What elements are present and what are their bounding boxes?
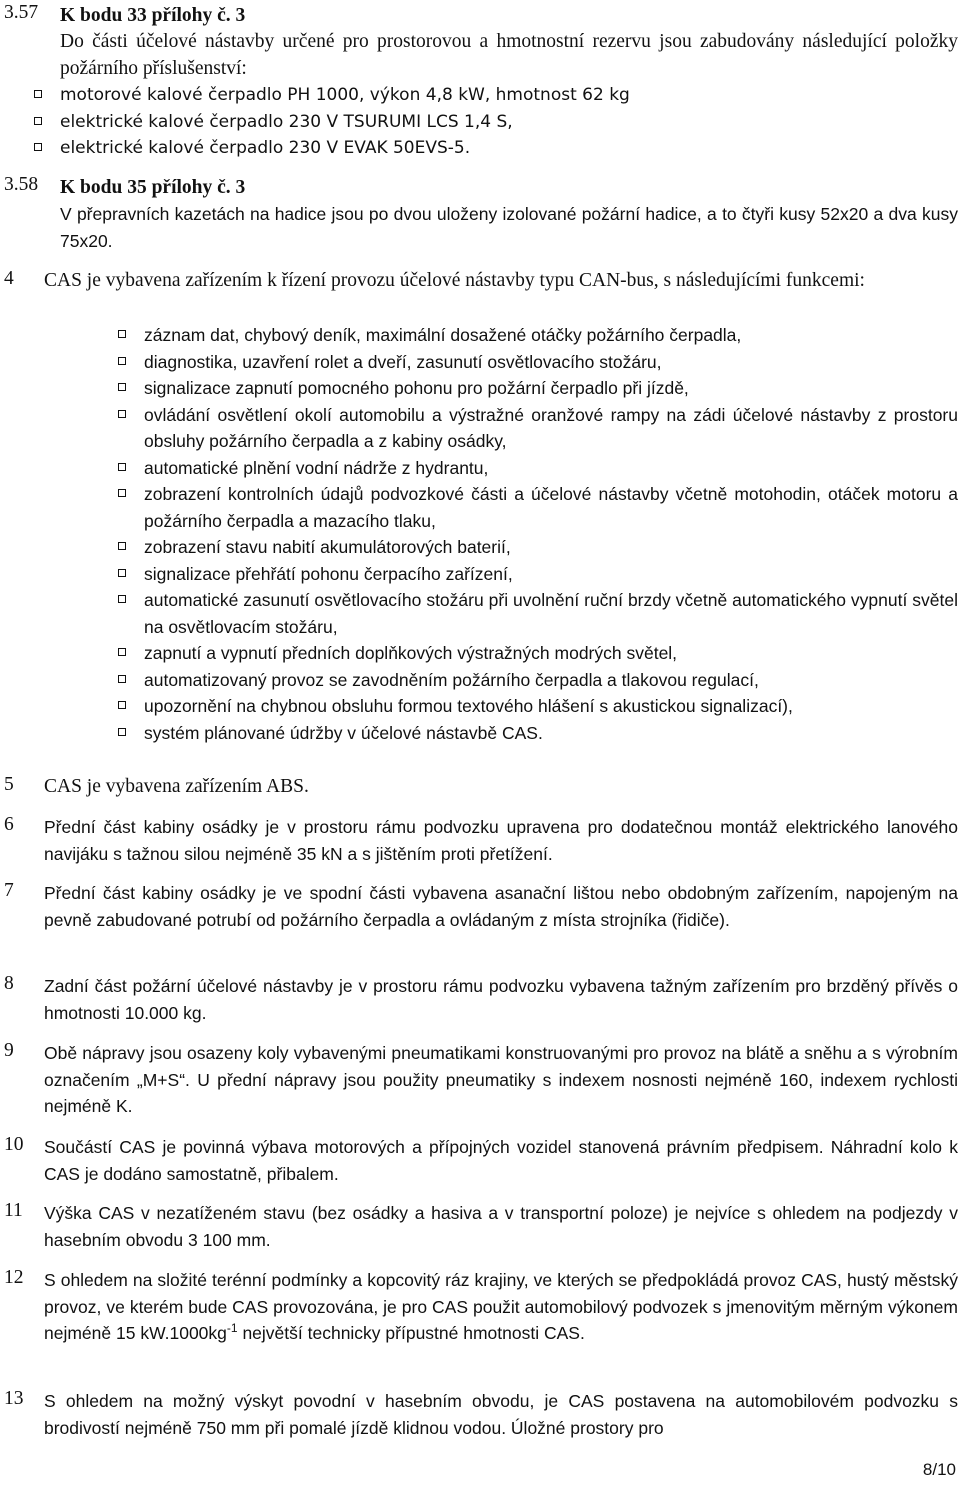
checkbox-bullet-icon	[118, 463, 126, 471]
checkbox-bullet-icon	[118, 728, 126, 736]
section-number: 9	[4, 1040, 14, 1061]
section-number: 5	[4, 774, 14, 795]
list-item: zobrazení kontrolních údajů podvozkové části a účelové nástavby včetně motohodin, otáček motoru a požárního čerpadla a mazacího tlaku,	[144, 481, 958, 534]
section-number: 11	[4, 1200, 23, 1221]
checkbox-bullet-icon	[118, 383, 126, 391]
section-text: Přední část kabiny osádky je ve spodní části vybavena asanační lištou nebo obdobným zařízením, napojeným na pevně zabudované potrubí od požárního čerpadla a ovládaným z místa strojníka (řidiče).	[44, 883, 958, 930]
section-number: 8	[4, 973, 14, 994]
section-heading: K bodu 35 přílohy č. 3	[60, 177, 246, 198]
section-text: S ohledem na složité terénní podmínky a kopcovitý ráz krajiny, ve kterých se předpokládá provoz CAS, hustý městský provoz, ve kterém bude CAS provozována, je pro CAS použit automobilový podvozek s jmenovitým měrným výkonem nejméně 15 $kW.1000kg^{-1}$ největší technicky přípustné hmotnosti CAS.	[44, 1270, 958, 1343]
section-intro: Do části účelové nástavby určené pro prostorovou a hmotnostní rezervu jsou zabudovány následující položky požárního příslušenství:	[60, 31, 958, 79]
section-number: 4	[4, 268, 14, 289]
list-item: záznam dat, chybový deník, maximální dosažené otáčky požárního čerpadla,	[144, 322, 958, 349]
superscript: -1	[226, 1321, 238, 1336]
section-text: S ohledem na možný výskyt povodní v hasebním obvodu, je CAS postavena na automobilovém podvozku s brodivostí nejméně 750 mm při pomalé jízdě klidnou vodou. Úložné prostory pro	[44, 1391, 958, 1438]
checkbox-bullet-icon	[118, 701, 126, 709]
checkbox-bullet-icon	[118, 357, 126, 365]
checkbox-bullet-icon	[118, 648, 126, 656]
checkbox-bullet-icon	[34, 143, 42, 151]
section-text: V přepravních kazetách na hadice jsou po dvou uloženy izolované požární hadice, a to čtyři kusy 52x20 a dva kusy 75x20.	[60, 204, 958, 251]
checkbox-bullet-icon	[34, 90, 42, 98]
section-text: Obě nápravy jsou osazeny koly vybavenými pneumatikami konstruovanými pro provoz na blátě a sněhu a s výrobním označením „M+S“. U přední nápravy jsou použity pneumatiky s indexem nosnosti nejméně 160, indexem rychlosti nejméně K.	[44, 1043, 958, 1116]
list-item: ovládání osvětlení okolí automobilu a výstražné oranžové rampy na zádi účelové nástavby z prostoru obsluhy požárního čerpadla a z kabiny osádky,	[144, 402, 958, 455]
section-text: Zadní část požární účelové nástavby je v prostoru rámu podvozku vybavena tažným zařízením pro brzděný přívěs o hmotnosti 10.000 kg.	[44, 976, 958, 1023]
list-item: automatizovaný provoz se zavodněním požárního čerpadla a tlakovou regulací,	[144, 667, 958, 694]
section-intro: CAS je vybavena zařízením k řízení provozu účelové nástavby typu CAN-bus, s následujícími funkcemi:	[44, 270, 865, 291]
section-number: 10	[4, 1134, 24, 1155]
checkbox-bullet-icon	[34, 117, 42, 125]
checkbox-bullet-icon	[118, 542, 126, 550]
section-number: 7	[4, 880, 14, 901]
section-text: Výška CAS v nezatíženém stavu (bez osádky a hasiva a v transportní poloze) je nejvíce s ohledem na podjezdy v hasebním obvodu 3 100 mm.	[44, 1203, 958, 1250]
checkbox-bullet-icon	[118, 675, 126, 683]
list-item: elektrické kalové čerpadlo 230 V EVAK 50EVS-5.	[60, 135, 958, 162]
section-number: 13	[4, 1388, 24, 1409]
list-item: automatické plnění vodní nádrže z hydrantu,	[144, 455, 958, 482]
page-number: 8/10	[922, 1460, 956, 1479]
section-text: Součástí CAS je povinná výbava motorových a přípojných vozidel stanovená právním předpisem. Náhradní kolo k CAS je dodáno samostatně, přibalem.	[44, 1137, 958, 1184]
list-item: elektrické kalové čerpadlo 230 V TSURUMI LCS 1,4 S,	[60, 109, 958, 136]
checkbox-bullet-icon	[118, 489, 126, 497]
section-heading: K bodu 33 přílohy č. 3	[60, 5, 246, 26]
list-item: zobrazení stavu nabití akumulátorových baterií,	[144, 534, 958, 561]
section-text: CAS je vybavena zařízením ABS.	[44, 776, 309, 797]
section-number: 3.58	[4, 174, 39, 195]
section-number: 6	[4, 814, 14, 835]
list-item: motorové kalové čerpadlo PH 1000, výkon 4,8 kW, hmotnost 62 kg	[60, 82, 958, 109]
list-item: upozornění na chybnou obsluhu formou textového hlášení s akustickou signalizací),	[144, 693, 958, 720]
checkbox-bullet-icon	[118, 595, 126, 603]
checkbox-bullet-icon	[118, 330, 126, 338]
list-item: signalizace zapnutí pomocného pohonu pro požární čerpadlo při jízdě,	[144, 375, 958, 402]
list-item: signalizace přehřátí pohonu čerpacího zařízení,	[144, 561, 958, 588]
checkbox-bullet-icon	[118, 569, 126, 577]
section-number: 3.57	[4, 2, 39, 23]
list-item: diagnostika, uzavření rolet a dveří, zasunutí osvětlovacího stožáru,	[144, 349, 958, 376]
list-item: zapnutí a vypnutí předních doplňkových výstražných modrých světel,	[144, 640, 958, 667]
list-item: automatické zasunutí osvětlovacího stožáru při uvolnění ruční brzdy včetně automatického vypnutí světel na osvětlovacím stožáru,	[144, 587, 958, 640]
list-item: systém plánované údržby v účelové nástavbě CAS.	[144, 720, 958, 747]
checkbox-bullet-icon	[118, 410, 126, 418]
section-text: Přední část kabiny osádky je v prostoru rámu podvozku upravena pro dodatečnou montáž elektrického lanového navijáku s tažnou silou nejméně 35 kN a s jištěním proti přetížení.	[44, 817, 958, 864]
section-number: 12	[4, 1267, 24, 1288]
